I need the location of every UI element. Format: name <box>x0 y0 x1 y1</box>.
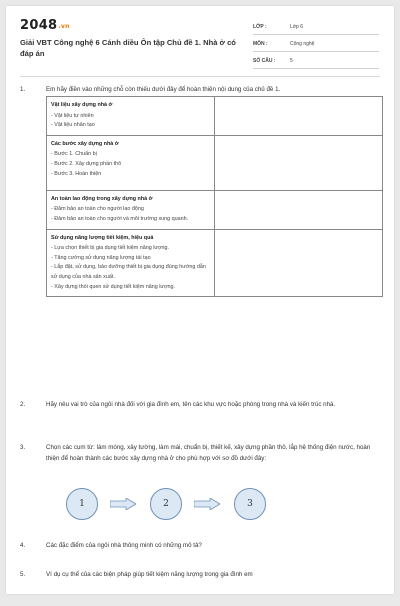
table-cell-content <box>47 97 215 136</box>
question-3 <box>20 442 380 464</box>
arrow-right-icon <box>194 498 220 510</box>
row-title: Vật liệu xây dựng nhà ở <box>51 102 113 108</box>
meta-row-count <box>253 54 379 69</box>
table-cell-blank[interactable] <box>215 97 383 136</box>
question-1 <box>20 84 380 95</box>
question-5 <box>20 569 380 580</box>
meta-value: 5 <box>290 58 293 64</box>
table-cell-content <box>47 190 215 229</box>
step-circle: 1 <box>66 488 98 520</box>
table-row <box>47 229 383 297</box>
row-title: Sử dụng năng lượng tiết kiệm, hiệu quả <box>51 234 154 241</box>
summary-table <box>46 96 383 297</box>
steps-diagram <box>66 488 306 520</box>
table-cell-content <box>47 229 215 297</box>
document-page <box>6 6 394 594</box>
meta-value: Lớp 6 <box>290 24 304 30</box>
question-number: 2. <box>20 401 26 408</box>
row-item: - Đảm bảo an toàn cho người lao động <box>51 206 144 213</box>
meta-label: LỚP : <box>253 24 267 30</box>
question-text: Hãy nêu vai trò của ngôi nhà đối với gia đình em, tên các khu vực hoặc phòng trong nhà và kiến trúc nhà. <box>46 401 336 408</box>
question-number: 3. <box>20 444 26 451</box>
row-item: - Bước 3. Hoàn thiện <box>51 170 102 177</box>
meta-row-subject <box>253 37 379 52</box>
meta-info <box>253 20 379 71</box>
row-item: - Vật liệu nhân tạo <box>51 122 95 129</box>
row-item: - Vật liệu tự nhiên <box>51 112 94 119</box>
table-cell-blank[interactable] <box>215 190 383 229</box>
meta-label: SỐ CÂU : <box>253 58 276 64</box>
arrow-right-icon <box>110 498 136 510</box>
question-4 <box>20 540 380 551</box>
table-cell-content <box>47 135 215 190</box>
step-circle: 3 <box>234 488 266 520</box>
row-item: - Tăng cường sử dụng năng lượng tái tạo <box>51 254 151 261</box>
logo-tld: .vn <box>58 23 70 30</box>
table-row <box>47 190 383 229</box>
header-divider <box>20 76 380 77</box>
table-row <box>47 97 383 136</box>
row-title: Các bước xây dựng nhà ở <box>51 140 119 147</box>
row-item: - Đảm bảo an toàn cho người và môi trường xung quanh. <box>51 215 189 222</box>
table-row <box>47 135 383 190</box>
question-text: Các đặc điểm của ngôi nhà thông minh có những mô tả? <box>46 542 202 549</box>
row-item: - Lắp đặt, sử dụng, bảo dưỡng thiết bị gia dụng đúng hướng dẫn sử dụng của nhà sản xuất. <box>51 264 206 280</box>
meta-value: Công nghệ <box>290 41 315 47</box>
table-cell-blank[interactable] <box>215 229 383 297</box>
question-number: 5. <box>20 571 26 578</box>
row-item: - Lựa chọn thiết bị gia dụng tiết kiệm năng lượng. <box>51 245 170 252</box>
page-title: Giải VBT Công nghệ 6 Cánh diều Ôn tập Chủ đề 1. Nhà ở có đáp án <box>20 38 236 58</box>
row-item: - Bước 2. Xây dựng phần thô <box>51 160 122 167</box>
meta-label: MÔN : <box>253 41 268 47</box>
table-cell-blank[interactable] <box>215 135 383 190</box>
question-2 <box>20 399 380 410</box>
meta-row-class <box>253 20 379 35</box>
question-number: 4. <box>20 542 26 549</box>
site-logo[interactable] <box>20 18 70 33</box>
step-circle: 2 <box>150 488 182 520</box>
row-item: - Bước 1. Chuẩn bị <box>51 151 97 158</box>
logo-text: 2048 <box>20 18 58 33</box>
question-text: Chọn các cụm từ: làm móng, xây tường, làm mái, chuẩn bị, thiết kế, xây dựng phần thô, lắp hệ thống điện nước, hoàn thiện để hoàn thành các bước xây dựng nhà ở cho phù hợp với sơ đồ dưới đây: <box>46 444 371 462</box>
question-text: Ví dụ cụ thể của các biện pháp giúp tiết kiệm năng lượng trong gia đình em <box>46 571 253 578</box>
question-number: 1. <box>20 86 26 93</box>
row-item: - Xây dựng thói quen sử dụng tiết kiệm năng lượng. <box>51 283 176 290</box>
row-title: An toàn lao động trong xây dựng nhà ở <box>51 195 153 202</box>
question-text: Em hãy điền vào những chỗ còn thiếu dưới đây để hoàn thiện nội dung của chủ đề 1. <box>46 86 281 93</box>
